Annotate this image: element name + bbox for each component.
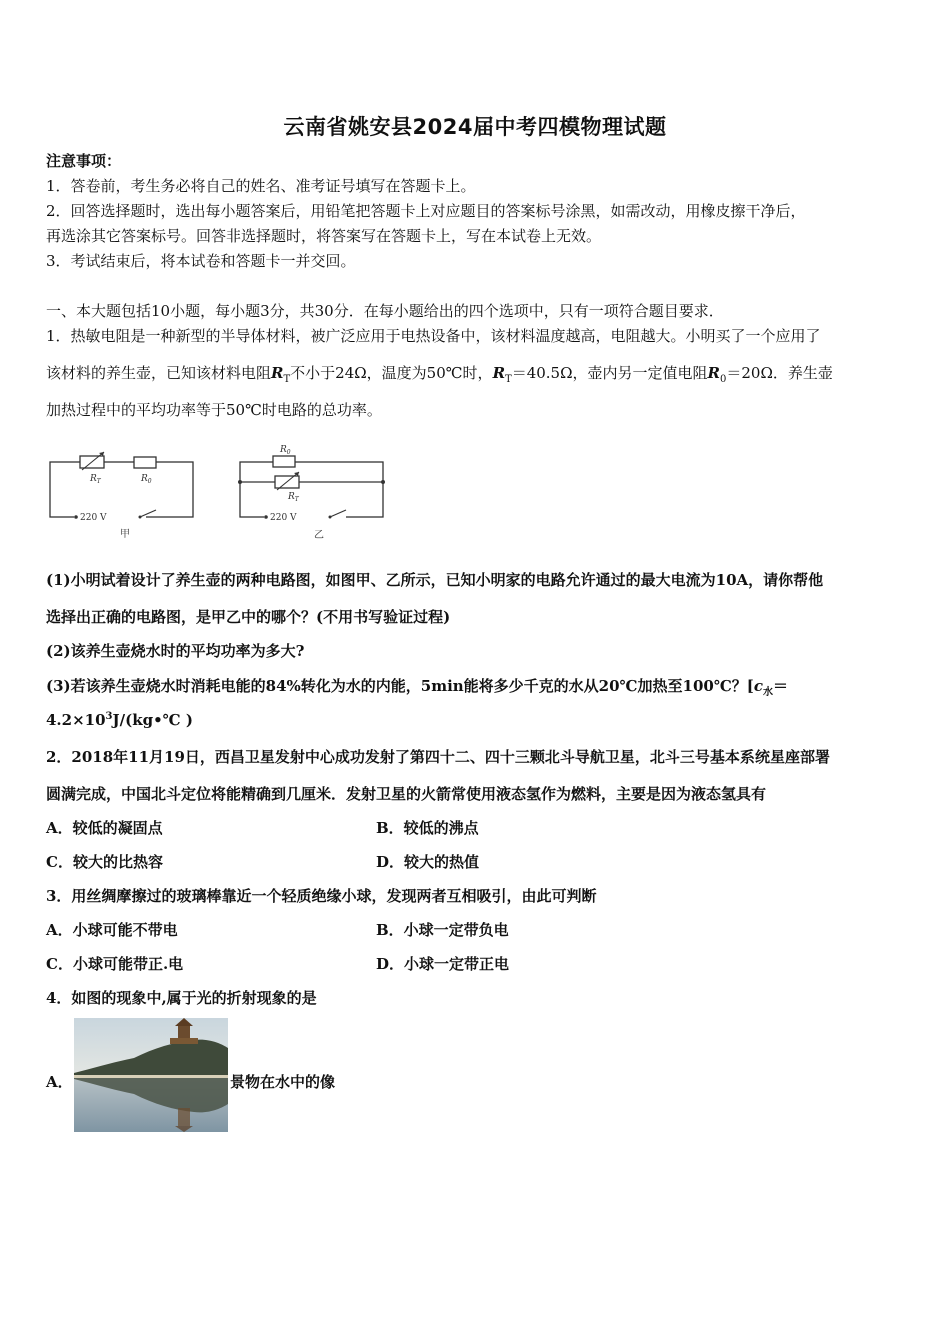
q1-sub3-text: (3)若该养生壶烧水时消耗电能的84%转化为水的内能，5min能将多少千克的水从20℃加热至100℃？[ — [46, 677, 754, 695]
label-r0: $R_0$ — [141, 474, 152, 485]
q3-option-a[interactable]: A．小球可能不带电 — [46, 921, 178, 939]
q1-sub2: (2)该养生壶烧水时的平均功率为多大? — [46, 642, 305, 660]
q1-sub1-line-2: 选择出正确的电路图，是甲乙中的哪个？(不用书写验证过程) — [46, 608, 451, 626]
c-symbol: c — [753, 677, 764, 695]
q1-line-1: 1．热敏电阻是一种新型的半导体材料，被广泛应用于电热设备中，该材料温度越高，电阻越大。小明买了一个应用了 — [46, 327, 821, 345]
notice-heading: 注意事项： — [46, 152, 122, 170]
equals-sign: ＝ — [773, 677, 789, 695]
landscape-reflection-photo — [74, 1018, 228, 1132]
label-jia: 甲 — [120, 529, 130, 540]
q2-option-a[interactable]: A．较低的凝固点 — [46, 819, 163, 837]
q2-option-c[interactable]: C．较大的比热容 — [46, 853, 163, 871]
rt-symbol: R — [271, 364, 284, 382]
notice-item-2-cont: 再选涂其它答案标号。回答非选择题时，将答案写在答题卡上，写在本试卷上无效。 — [46, 227, 602, 245]
q1-text-c: ＝40.5Ω，壶内另一定值电阻 — [511, 364, 708, 382]
q3-stem: 3．用丝绸摩擦过的玻璃棒靠近一个轻质绝缘小球，发现两者互相吸引，由此可判断 — [46, 887, 597, 905]
notice-item-1: 1．答卷前，考生务必将自己的姓名、准考证号填写在答题卡上。 — [46, 177, 476, 195]
water-subscript: 水 — [763, 687, 774, 698]
q3-option-c[interactable]: C．小球可能带正.电 — [46, 955, 184, 973]
specific-heat-value: 4.2×10 — [46, 711, 106, 729]
circuit-diagram-jia — [44, 450, 200, 545]
q1-line-2 — [46, 363, 833, 390]
label-yi: 乙 — [314, 530, 324, 541]
r0-resistor — [134, 457, 156, 468]
q3-option-d[interactable]: D．小球一定带正电 — [376, 955, 510, 973]
page-title: 云南省姚安县2024届中考四模物理试题 — [283, 115, 667, 139]
q1-text-b: 不小于24Ω，温度为50℃时， — [290, 364, 493, 382]
section-heading: 一、本大题包括10小题，每小题3分，共30分．在每小题给出的四个选项中，只有一项符合题目要求． — [46, 302, 724, 320]
q2-option-d[interactable]: D．较大的热值 — [376, 853, 480, 871]
circuit-diagram-yi — [234, 440, 390, 544]
q4-option-a-label[interactable]: A． — [46, 1073, 73, 1091]
q3-option-b[interactable]: B．小球一定带负电 — [376, 921, 509, 939]
q1-sub3-line-2 — [46, 711, 193, 729]
rt-symbol-2: R — [492, 364, 506, 382]
label-source-yi: 220 V — [270, 513, 297, 523]
label-rt: $R_T$ — [90, 474, 101, 485]
r0-symbol: R — [707, 364, 721, 382]
notice-item-2: 2．回答选择题时，选出每小题答案后，用铅笔把答题卡上对应题目的答案标号涂黑，如需改动，用橡皮擦干净后， — [46, 202, 806, 220]
q4-option-a-text: 景物在水中的像 — [230, 1073, 336, 1091]
label-source-jia: 220 V — [80, 513, 107, 523]
label-r0-yi: $R_0$ — [280, 445, 291, 456]
q1-text-d: ＝20Ω．养生壶 — [726, 364, 833, 382]
q1-line-3: 加热过程中的平均功率等于50℃时电路的总功率。 — [46, 401, 382, 419]
q4-stem: 4．如图的现象中,属于光的折射现象的是 — [46, 989, 317, 1007]
label-rt-yi: $R_T$ — [288, 492, 299, 503]
q1-text-a: 该材料的养生壶，已知该材料电阻 — [46, 364, 272, 382]
rt-subscript-2: T — [505, 374, 512, 385]
q1-sub3-line-1 — [46, 675, 788, 698]
q2-option-b[interactable]: B．较低的沸点 — [376, 819, 479, 837]
rt-subscript: T — [283, 374, 291, 385]
r0-resistor-yi — [273, 456, 295, 467]
q1-sub1-line-1: (1)小明试着设计了养生壶的两种电路图，如图甲、乙所示，已知小明家的电路允许通过的最大电流为10A，请你帮他 — [46, 571, 824, 589]
specific-heat-unit: J/(kg•℃ ) — [112, 711, 193, 729]
notice-item-3: 3．考试结束后，将本试卷和答题卡一并交回。 — [46, 252, 356, 270]
q2-line-2: 圆满完成，中国北斗定位将能精确到几厘米．发射卫星的火箭常使用液态氢作为燃料，主要是因为液态氢具有 — [46, 785, 767, 803]
r0-subscript: 0 — [720, 374, 727, 385]
q2-line-1: 2．2018年11月19日，西昌卫星发射中心成功发射了第四十二、四十三颗北斗导航卫星，北斗三号基本系统星座部署 — [46, 748, 830, 766]
exponent: 3 — [105, 711, 113, 722]
